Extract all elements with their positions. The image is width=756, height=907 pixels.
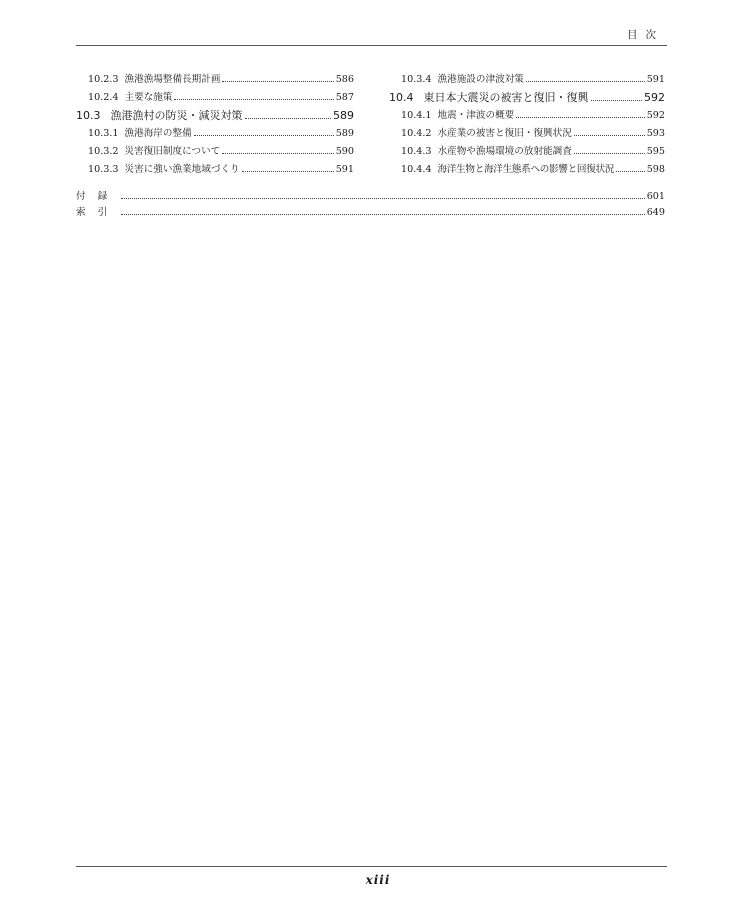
toc-entry[interactable] (76, 89, 354, 107)
entry-number: 10.2.4 (88, 92, 119, 103)
toc-appendix-section (76, 188, 665, 220)
entry-number: 10.4 (389, 91, 414, 104)
entry-title: 主要な施策 (124, 92, 173, 103)
entry-title: 漁港海岸の整備 (124, 128, 192, 139)
entry-title: 漁港施設の津波対策 (437, 74, 524, 85)
leader-dots (574, 135, 645, 136)
entry-number: 10.3 (76, 109, 101, 122)
leader-dots (174, 99, 333, 100)
toc-index-entry[interactable] (76, 204, 665, 220)
toc-entry[interactable] (389, 125, 665, 143)
entry-number: 10.4.4 (401, 164, 432, 175)
toc-section-entry[interactable] (76, 107, 354, 125)
leader-dots (222, 81, 333, 82)
leader-dots (194, 135, 334, 136)
toc-entry[interactable] (389, 71, 665, 89)
toc-entry[interactable] (76, 71, 354, 89)
entry-number: 10.3.3 (88, 164, 119, 175)
entry-page: 590 (335, 146, 354, 157)
leader-dots (121, 198, 645, 199)
entry-title: 漁港漁村の防災・減災対策 (110, 109, 243, 122)
entry-page: 592 (644, 91, 665, 104)
header-title: 目次 (627, 29, 664, 41)
entry-title: 災害復旧制度について (124, 146, 221, 157)
leader-dots (616, 171, 645, 172)
entry-page: 598 (646, 164, 665, 175)
entry-page: 587 (335, 92, 354, 103)
entry-title: 地震・津波の概要 (437, 110, 515, 121)
leader-dots (121, 214, 645, 215)
entry-number: 10.4.1 (401, 110, 432, 121)
toc-entry[interactable] (389, 143, 665, 161)
leader-dots (222, 153, 333, 154)
entry-number: 10.3.1 (88, 128, 119, 139)
leader-dots (526, 81, 645, 82)
header-rule (76, 45, 667, 46)
entry-page: 591 (335, 164, 354, 175)
entry-page: 589 (335, 128, 354, 139)
toc-entry[interactable] (389, 161, 665, 179)
entry-number: 10.2.3 (88, 74, 119, 85)
leader-dots (591, 100, 643, 101)
toc-left-column (76, 71, 354, 179)
entry-page: 586 (335, 74, 354, 85)
page-number: xiii (365, 873, 391, 887)
toc-section-entry[interactable] (389, 89, 665, 107)
leader-dots (574, 153, 645, 154)
entry-title: 付録 (76, 191, 120, 202)
toc-entry[interactable] (76, 161, 354, 179)
entry-title: 海洋生物と海洋生態系への影響と回復状況 (437, 164, 615, 175)
leader-dots (516, 117, 644, 118)
leader-dots (242, 171, 334, 172)
entry-title: 災害に強い漁業地域づくり (124, 164, 240, 175)
entry-page: 649 (646, 207, 665, 218)
entry-title: 水産業の被害と復旧・復興状況 (437, 128, 572, 139)
entry-page: 592 (646, 110, 665, 121)
entry-page: 595 (646, 146, 665, 157)
entry-page: 591 (646, 74, 665, 85)
entry-title: 水産物や漁場環境の放射能調査 (437, 146, 572, 157)
entry-title: 索引 (76, 207, 120, 218)
entry-number: 10.3.2 (88, 146, 119, 157)
toc-entry[interactable] (76, 143, 354, 161)
toc-appendix-entry[interactable] (76, 188, 665, 204)
toc-right-column (389, 71, 665, 179)
toc-entry[interactable] (389, 107, 665, 125)
entry-title: 漁港漁場整備長期計画 (124, 74, 221, 85)
entry-number: 10.4.2 (401, 128, 432, 139)
toc-entry[interactable] (76, 125, 354, 143)
entry-page: 593 (646, 128, 665, 139)
entry-number: 10.3.4 (401, 74, 432, 85)
entry-number: 10.4.3 (401, 146, 432, 157)
entry-page: 601 (646, 191, 665, 202)
entry-page: 589 (333, 109, 354, 122)
footer-rule (76, 866, 667, 867)
entry-title: 東日本大震災の被害と復旧・復興 (423, 91, 589, 104)
leader-dots (245, 118, 332, 119)
